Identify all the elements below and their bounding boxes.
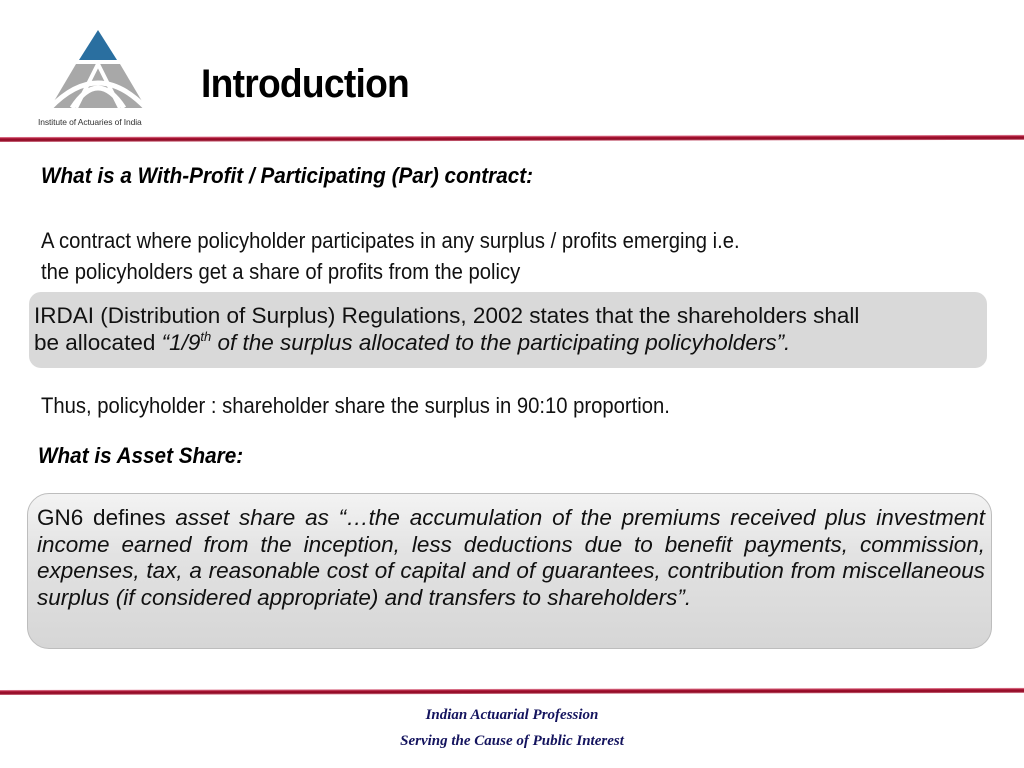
definition-quote: asset share as “…the accumulation of the premiums received plus investment income earned from the inception, less deductions due to benefit payments, commission, expenses, tax, a reasonable cost of capital and of guarantees, contribution from miscellaneous surplus (if considered appropriate) and transfers to shareholders”. — [37, 505, 985, 610]
logo-caption: Institute of Actuaries of India — [38, 117, 142, 127]
footer-divider — [0, 688, 1024, 695]
par-contract-description — [41, 225, 740, 287]
callout-quote: “1/9 — [161, 330, 201, 355]
callout-line-2 — [34, 329, 994, 356]
section-heading-asset-share: What is Asset Share: — [38, 443, 244, 468]
callout-quote: of the surplus allocated to the participating policyholders”. — [211, 330, 791, 355]
definition-prefix: GN6 defines — [37, 505, 176, 530]
page-title: Introduction — [201, 62, 410, 106]
description-line: the policyholders get a share of profits from the policy — [41, 259, 521, 284]
footer-line-1: Indian Actuarial Profession — [425, 707, 599, 723]
section-heading-par-contract: What is a With-Profit / Participating (Par) contract: — [41, 163, 534, 188]
surplus-proportion-text: Thus, policyholder : shareholder share the surplus in 90:10 proportion. — [41, 393, 670, 418]
superscript: th — [200, 329, 212, 344]
description-line: A contract where policyholder participates in any surplus / profits emerging i.e. — [41, 228, 740, 253]
footer-line-2: Serving the Cause of Public Interest — [400, 733, 624, 749]
callout-text: be allocated — [34, 330, 162, 355]
header-divider — [0, 135, 1024, 142]
irdai-callout-text — [34, 302, 994, 356]
callout-line-1: IRDAI (Distribution of Surplus) Regulations, 2002 states that the shareholders shall — [34, 303, 860, 328]
asset-share-definition — [37, 505, 985, 611]
